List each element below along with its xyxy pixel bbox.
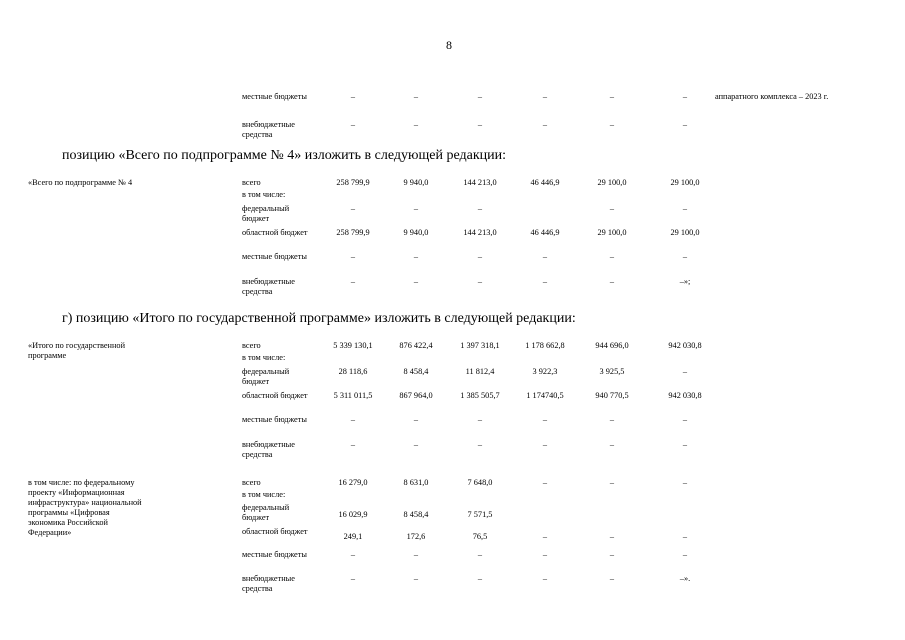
value-cell: – bbox=[350, 92, 356, 101]
value-cell: –»; bbox=[679, 277, 691, 286]
row-label: местные бюджеты bbox=[242, 550, 307, 559]
table-row bbox=[0, 252, 905, 278]
value-cell: – bbox=[477, 415, 483, 424]
value-cell: – bbox=[350, 415, 356, 424]
value-cell: – bbox=[609, 440, 615, 449]
value-cell: – bbox=[413, 204, 419, 213]
value-cell: – bbox=[413, 550, 419, 559]
value-cell: – bbox=[609, 92, 615, 101]
value-cell: – bbox=[413, 92, 419, 101]
value-cell: – bbox=[682, 478, 688, 487]
value-cell: 1 178 662,8 bbox=[525, 341, 565, 350]
value-cell: – bbox=[609, 532, 615, 541]
row-label: внебюджетные средства bbox=[242, 120, 295, 139]
note-text: аппаратного комплекса – 2023 г. bbox=[715, 92, 829, 101]
value-cell: 8 631,0 bbox=[403, 478, 429, 487]
value-cell: – bbox=[542, 478, 548, 487]
value-cell: 258 799,9 bbox=[336, 178, 370, 187]
table-row bbox=[0, 415, 905, 441]
value-cell: 258 799,9 bbox=[336, 228, 370, 237]
table-row bbox=[0, 574, 905, 600]
value-cell: – bbox=[682, 252, 688, 261]
value-cell: – bbox=[350, 120, 356, 129]
table-row bbox=[0, 277, 905, 303]
position-name: в том числе: по федеральному проекту «Информационная инфраструктура» национальной программы «Цифровая экономика Российской Федерации» bbox=[28, 478, 142, 537]
table-row bbox=[0, 120, 905, 146]
value-cell: – bbox=[542, 252, 548, 261]
value-cell: – bbox=[542, 120, 548, 129]
value-cell: 29 100,0 bbox=[597, 228, 627, 237]
row-label: федеральный бюджет bbox=[242, 367, 290, 386]
row-label: федеральный бюджет bbox=[242, 503, 290, 522]
value-cell: – bbox=[609, 277, 615, 286]
value-cell: – bbox=[413, 415, 419, 424]
value-cell: 8 458,4 bbox=[403, 510, 429, 519]
value-cell: – bbox=[682, 550, 688, 559]
row-label: местные бюджеты bbox=[242, 415, 307, 424]
value-cell: – bbox=[477, 440, 483, 449]
value-cell: 144 213,0 bbox=[463, 228, 497, 237]
value-cell: – bbox=[413, 252, 419, 261]
row-label: внебюджетные средства bbox=[242, 277, 295, 296]
value-cell: – bbox=[413, 574, 419, 583]
value-cell: – bbox=[413, 277, 419, 286]
value-cell: – bbox=[609, 574, 615, 583]
row-label: в том числе: bbox=[242, 190, 286, 199]
value-cell: – bbox=[542, 574, 548, 583]
table-row bbox=[0, 204, 905, 230]
section-heading: позицию «Всего по подпрограмме № 4» изложить в следующей редакции: bbox=[62, 148, 507, 163]
value-cell: 9 940,0 bbox=[403, 178, 429, 187]
value-cell: 5 339 130,1 bbox=[333, 341, 373, 350]
value-cell: – bbox=[682, 367, 688, 376]
value-cell: – bbox=[350, 277, 356, 286]
value-cell: – bbox=[609, 204, 615, 213]
value-cell: – bbox=[477, 204, 483, 213]
row-label: всего bbox=[242, 341, 261, 350]
row-label: местные бюджеты bbox=[242, 252, 307, 261]
row-label: в том числе: bbox=[242, 490, 286, 499]
row-label: местные бюджеты bbox=[242, 92, 307, 101]
position-name: «Всего по подпрограмме № 4 bbox=[28, 178, 133, 187]
value-cell: – bbox=[682, 415, 688, 424]
value-cell: 1 397 318,1 bbox=[460, 341, 500, 350]
value-cell: 944 696,0 bbox=[595, 341, 629, 350]
value-cell: – bbox=[477, 574, 483, 583]
value-cell: – bbox=[350, 204, 356, 213]
row-label: федеральный бюджет bbox=[242, 204, 290, 223]
value-cell: 1 174740,5 bbox=[526, 391, 564, 400]
value-cell: – bbox=[542, 440, 548, 449]
value-cell: – bbox=[477, 550, 483, 559]
value-cell: 76,5 bbox=[472, 532, 488, 541]
value-cell: – bbox=[477, 120, 483, 129]
value-cell: 29 100,0 bbox=[597, 178, 627, 187]
value-cell: 8 458,4 bbox=[403, 367, 429, 376]
value-cell: 11 812,4 bbox=[465, 367, 495, 376]
value-cell: – bbox=[542, 415, 548, 424]
value-cell: – bbox=[682, 92, 688, 101]
table-row bbox=[0, 550, 905, 576]
row-label: областной бюджет bbox=[242, 391, 308, 400]
value-cell: 172,6 bbox=[406, 532, 426, 541]
table-row bbox=[0, 367, 905, 393]
value-cell: – bbox=[609, 120, 615, 129]
value-cell: – bbox=[350, 550, 356, 559]
position-name: «Итого по государственной программе bbox=[28, 341, 126, 360]
value-cell: – bbox=[609, 550, 615, 559]
row-label: областной бюджет bbox=[242, 228, 308, 237]
value-cell: – bbox=[542, 532, 548, 541]
value-cell: – bbox=[413, 120, 419, 129]
table-row bbox=[0, 440, 905, 466]
table-row bbox=[0, 391, 905, 417]
value-cell: 29 100,0 bbox=[670, 178, 700, 187]
value-cell: – bbox=[609, 415, 615, 424]
value-cell: 940 770,5 bbox=[595, 391, 629, 400]
value-cell: – bbox=[477, 277, 483, 286]
value-cell: 144 213,0 bbox=[463, 178, 497, 187]
value-cell: – bbox=[542, 92, 548, 101]
row-label: всего bbox=[242, 178, 261, 187]
value-cell: 9 940,0 bbox=[403, 228, 429, 237]
value-cell: 3 925,5 bbox=[599, 367, 625, 376]
row-label: внебюджетные средства bbox=[242, 574, 295, 593]
value-cell: – bbox=[477, 92, 483, 101]
value-cell: – bbox=[350, 574, 356, 583]
value-cell: – bbox=[682, 440, 688, 449]
table-row bbox=[0, 228, 905, 254]
row-label: внебюджетные средства bbox=[242, 440, 295, 459]
value-cell: 16 279,0 bbox=[338, 478, 368, 487]
row-label: всего bbox=[242, 478, 261, 487]
section-heading: г) позицию «Итого по государственной программе» изложить в следующей редакции: bbox=[62, 311, 576, 326]
value-cell: – bbox=[413, 440, 419, 449]
value-cell: 1 385 505,7 bbox=[460, 391, 500, 400]
value-cell: – bbox=[682, 204, 688, 213]
value-cell: 7 571,5 bbox=[467, 510, 493, 519]
value-cell: 867 964,0 bbox=[399, 391, 433, 400]
row-label: в том числе: bbox=[242, 353, 286, 362]
value-cell: –». bbox=[679, 574, 691, 583]
value-cell: 16 029,9 bbox=[338, 510, 368, 519]
value-cell: 5 311 011,5 bbox=[333, 391, 373, 400]
value-cell: – bbox=[682, 532, 688, 541]
value-cell: 29 100,0 bbox=[670, 228, 700, 237]
value-cell: – bbox=[682, 120, 688, 129]
value-cell: 28 118,6 bbox=[338, 367, 368, 376]
page-number: 8 bbox=[446, 38, 452, 52]
value-cell: 46 446,9 bbox=[530, 178, 560, 187]
value-cell: – bbox=[542, 550, 548, 559]
value-cell: – bbox=[350, 440, 356, 449]
value-cell: 249,1 bbox=[343, 532, 363, 541]
value-cell: 942 030,8 bbox=[668, 391, 702, 400]
value-cell: 7 648,0 bbox=[467, 478, 493, 487]
value-cell: – bbox=[477, 252, 483, 261]
row-label: областной бюджет bbox=[242, 527, 308, 536]
value-cell: 876 422,4 bbox=[399, 341, 433, 350]
value-cell: 3 922,3 bbox=[532, 367, 558, 376]
value-cell: 46 446,9 bbox=[530, 228, 560, 237]
table-row bbox=[0, 503, 905, 529]
value-cell: – bbox=[542, 277, 548, 286]
value-cell: – bbox=[609, 252, 615, 261]
value-cell: – bbox=[350, 252, 356, 261]
value-cell: 942 030,8 bbox=[668, 341, 702, 350]
value-cell: – bbox=[609, 478, 615, 487]
